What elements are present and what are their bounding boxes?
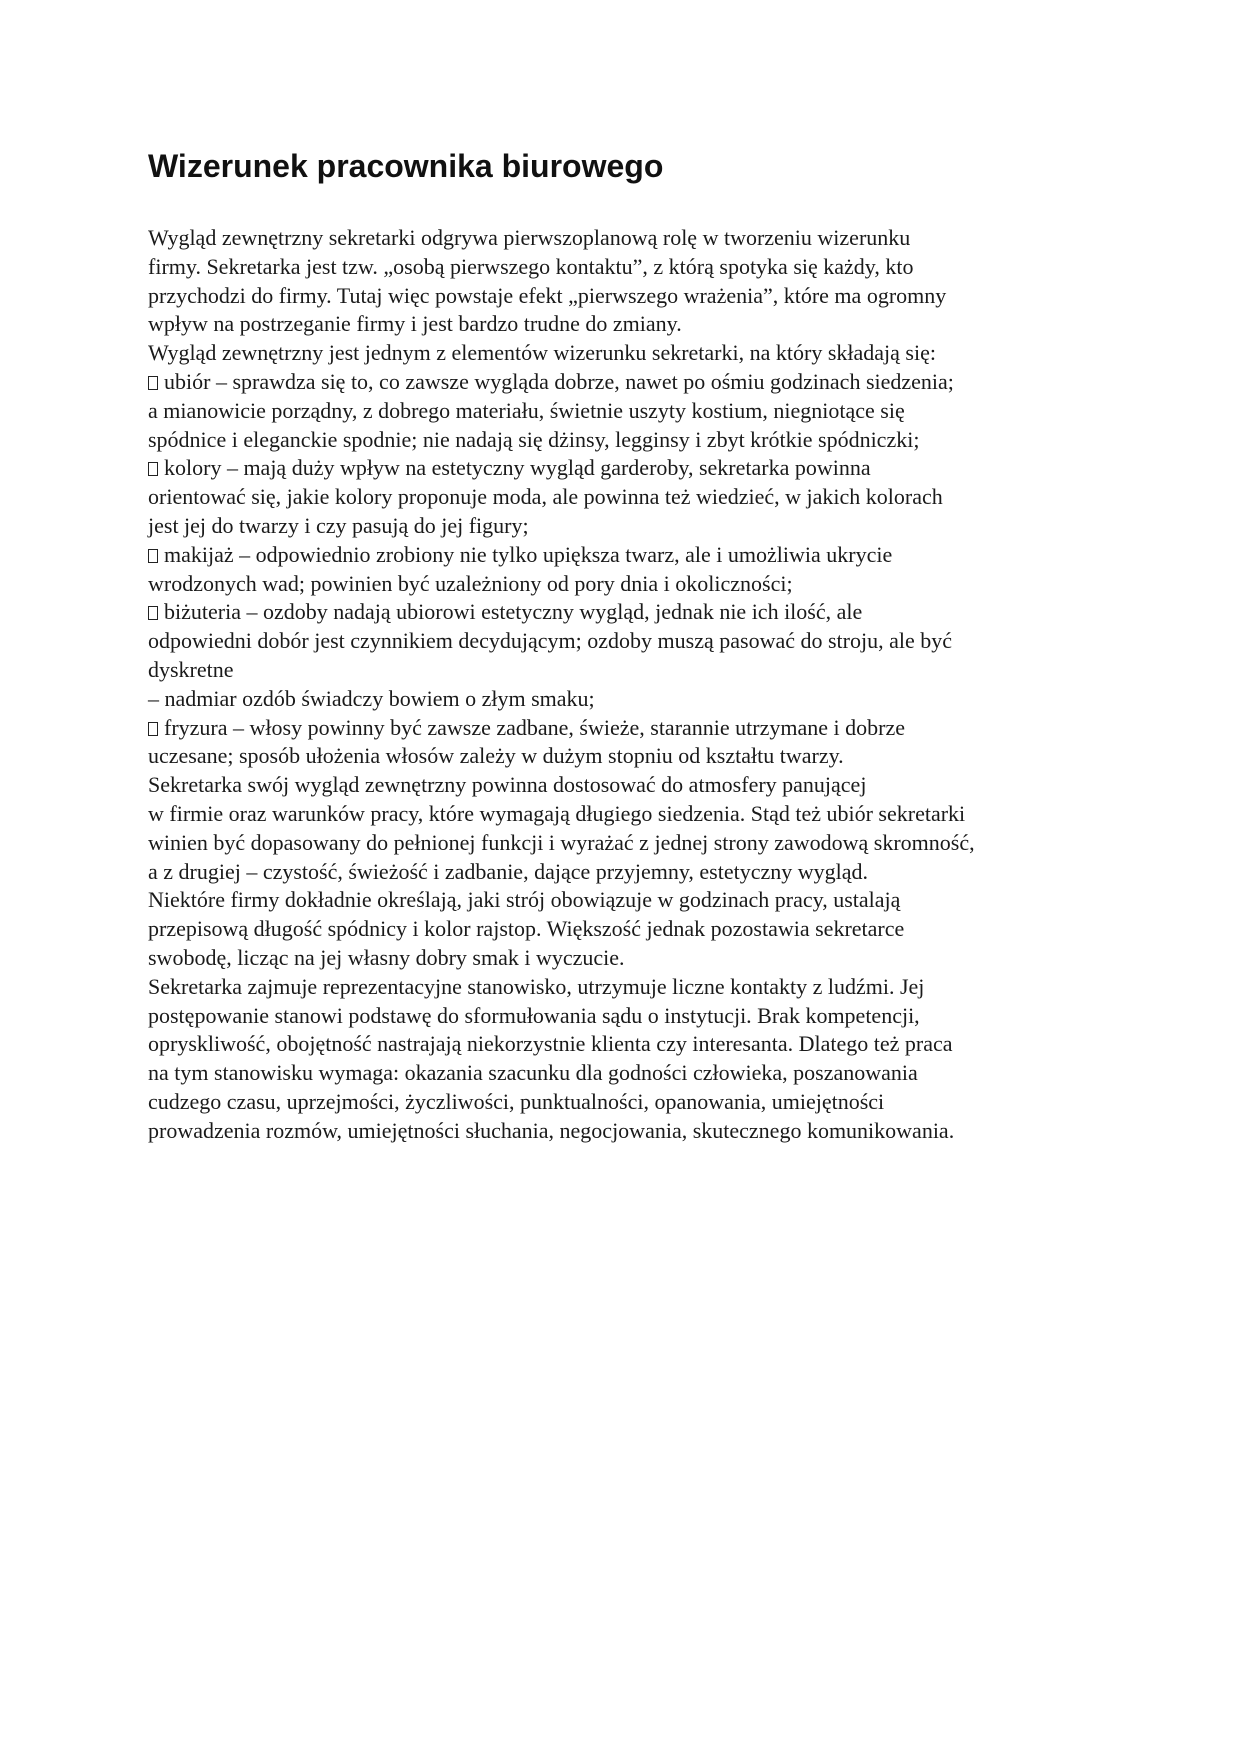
body-text <box>148 224 1148 1146</box>
text-line-content: biżuteria – ozdoby nadają ubiorowi estetyczny wygląd, jednak nie ich ilość, ale <box>164 599 863 625</box>
text-line <box>148 973 1148 1002</box>
text-line-content: a mianowicie porządny, z dobrego materiału, świetnie uszyty kostium, niegniotące się <box>148 397 905 423</box>
text-line-content: Niektóre firmy dokładnie określają, jaki strój obowiązuje w godzinach pracy, ustalają <box>148 887 901 913</box>
text-line <box>148 570 1148 599</box>
text-line-content: orientować się, jakie kolory proponuje moda, ale powinna też wiedzieć, w jakich kolorach <box>148 484 943 510</box>
bullet-box-icon <box>148 549 158 563</box>
text-line-content: cudzego czasu, uprzejmości, życzliwości, punktualności, opanowania, umiejętności <box>148 1088 885 1114</box>
text-line-content: odpowiedni dobór jest czynnikiem decydującym; ozdoby muszą pasować do stroju, ale być <box>148 628 953 654</box>
text-line-content: Wygląd zewnętrzny sekretarki odgrywa pierwszoplanową rolę w tworzeniu wizerunku <box>148 225 911 250</box>
text-line <box>148 483 1148 512</box>
text-line <box>148 598 1148 627</box>
text-line-content: firmy. Sekretarka jest tzw. „osobą pierwszego kontaktu”, z którą spotyka się każdy, kto <box>148 253 914 279</box>
text-line <box>148 1002 1148 1031</box>
text-line-content: na tym stanowisku wymaga: okazania szacunku dla godności człowieka, poszanowania <box>148 1060 918 1086</box>
text-line <box>148 282 1148 311</box>
text-line <box>148 771 1148 800</box>
text-line-content: w firmie oraz warunków pracy, które wymagają długiego siedzenia. Stąd też ubiór sekretarki <box>148 800 966 826</box>
text-line-content: fryzura – włosy powinny być zawsze zadbane, świeże, starannie utrzymane i dobrze <box>164 714 905 740</box>
text-line <box>148 1059 1148 1088</box>
text-line-content: spódnice i eleganckie spodnie; nie nadają się dżinsy, legginsy i zbyt krótkie spódniczki; <box>148 426 920 452</box>
text-line <box>148 1088 1148 1117</box>
text-line-content: winien być dopasowany do pełnionej funkcji i wyrażać z jednej strony zawodową skromność, <box>148 829 975 855</box>
text-line <box>148 1117 1148 1146</box>
text-line-content: opryskliwość, obojętność nastrajają niekorzystnie klienta czy interesanta. Dlatego też praca <box>148 1031 953 1057</box>
text-line-content: dyskretne <box>148 656 234 682</box>
text-line-content: a z drugiej – czystość, świeżość i zadbanie, dające przyjemny, estetyczny wygląd. <box>148 858 869 884</box>
text-line <box>148 512 1148 541</box>
text-line-content: wrodzonych wad; powinien być uzależniony od pory dnia i okoliczności; <box>148 570 793 596</box>
text-line <box>148 800 1148 829</box>
text-line-content: makijaż – odpowiednio zrobiony nie tylko upiększa twarz, ale i umożliwia ukrycie <box>164 541 893 567</box>
text-line <box>148 915 1148 944</box>
text-line <box>148 656 1148 685</box>
text-line <box>148 310 1148 339</box>
text-line-content: przychodzi do firmy. Tutaj więc powstaje efekt „pierwszego wrażenia”, które ma ogromny <box>148 282 947 308</box>
bullet-box-icon <box>148 606 158 620</box>
text-line-content: wpływ na postrzeganie firmy i jest bardzo trudne do zmiany. <box>148 311 682 337</box>
text-line <box>148 627 1148 656</box>
text-line <box>148 944 1148 973</box>
text-line <box>148 1030 1148 1059</box>
bullet-box-icon <box>148 376 158 390</box>
text-line-content: przepisową długość spódnicy i kolor rajstop. Większość jednak pozostawia sekretarce <box>148 916 905 942</box>
text-line-content: jest jej do twarzy i czy pasują do jej figury; <box>148 512 529 538</box>
text-line <box>148 454 1148 483</box>
text-line-content: postępowanie stanowi podstawę do sformułowania sądu o instytucji. Brak kompetencji, <box>148 1002 920 1028</box>
text-line <box>148 829 1148 858</box>
text-line-content: swobodę, licząc na jej własny dobry smak i wyczucie. <box>148 944 625 970</box>
text-line-content: kolory – mają duży wpływ na estetyczny wygląd garderoby, sekretarka powinna <box>164 455 871 481</box>
text-line <box>148 368 1148 397</box>
text-line <box>148 339 1148 368</box>
text-line-content: prowadzenia rozmów, umiejętności słuchania, negocjowania, skutecznego komunikowania. <box>148 1117 955 1143</box>
text-line-content: – nadmiar ozdób świadczy bowiem o złym smaku; <box>148 685 595 711</box>
text-line <box>148 224 1148 253</box>
text-line-content: uczesane; sposób ułożenia włosów zależy w dużym stopniu od kształtu twarzy. <box>148 743 844 769</box>
text-line-content: Sekretarka swój wygląd zewnętrzny powinna dostosować do atmosfery panującej <box>148 772 867 798</box>
text-line <box>148 685 1148 714</box>
text-line-content: Sekretarka zajmuje reprezentacyjne stanowisko, utrzymuje liczne kontakty z ludźmi. Jej <box>148 973 925 999</box>
text-line <box>148 426 1148 455</box>
text-line <box>148 858 1148 887</box>
text-line-content: Wygląd zewnętrzny jest jednym z elementów wizerunku sekretarki, na który składają się: <box>148 340 936 366</box>
page-title: Wizerunek pracownika biurowego <box>148 148 664 184</box>
text-line <box>148 541 1148 570</box>
text-line <box>148 742 1148 771</box>
text-line <box>148 253 1148 282</box>
bullet-box-icon <box>148 722 158 736</box>
text-line <box>148 714 1148 743</box>
text-line-content: ubiór – sprawdza się to, co zawsze wygląda dobrze, nawet po ośmiu godzinach siedzenia; <box>164 368 954 394</box>
text-line <box>148 397 1148 426</box>
bullet-box-icon <box>148 462 158 476</box>
text-line <box>148 886 1148 915</box>
